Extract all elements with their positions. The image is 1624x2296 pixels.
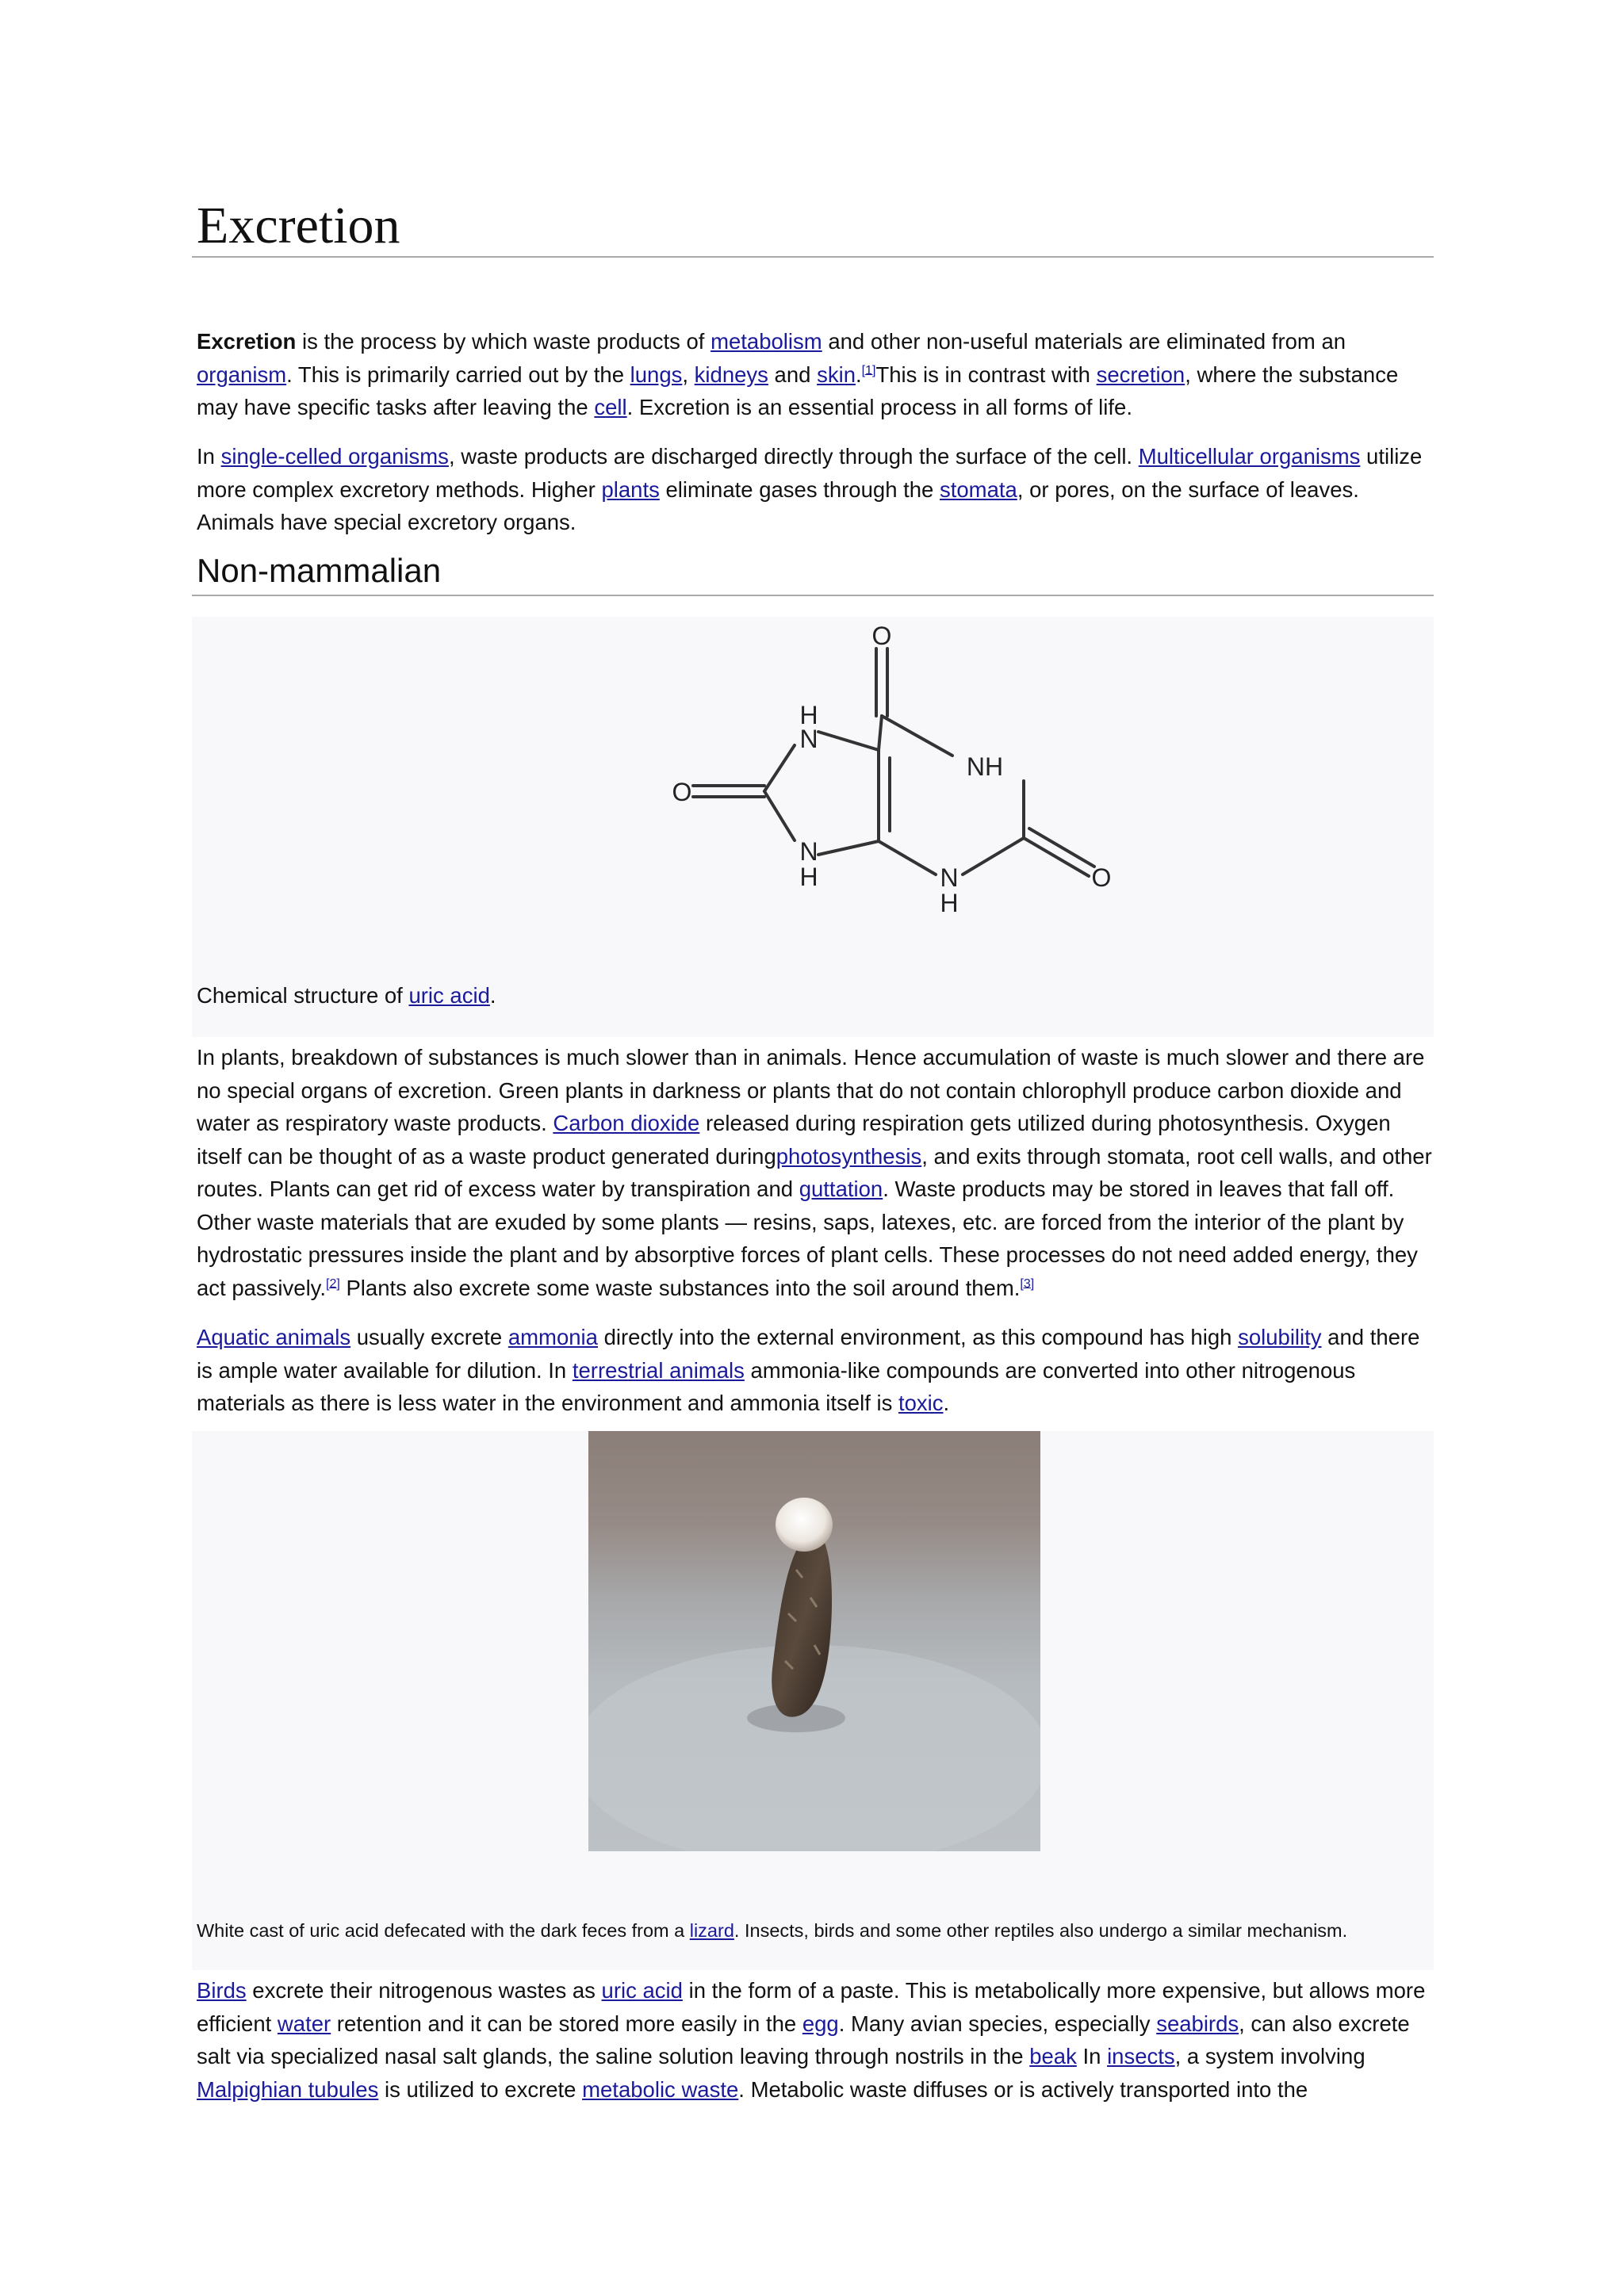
text: , a system involving <box>1174 2044 1365 2068</box>
text: ammonia-like compounds are converted into other nitrogenous materials as there is less water in the environment and ammonia itself is <box>197 1357 1356 1415</box>
text: White cast of uric acid defecated with the dark feces from a <box>197 1920 690 1941</box>
atom-n3: N <box>940 863 959 892</box>
link-metabolic-waste[interactable]: metabolic waste <box>582 2076 739 2102</box>
link-carbon-dioxide[interactable]: Carbon dioxide <box>553 1111 700 1135</box>
term-bold: Excretion <box>197 329 297 354</box>
text: utilize more complex excretory methods. Higher <box>197 444 1423 502</box>
text: . Many avian species, especially <box>838 2011 1157 2036</box>
bond-c6-n1 <box>882 716 952 756</box>
text: Chemical structure of <box>197 983 409 1008</box>
link-seabirds[interactable]: seabirds <box>1156 2011 1239 2036</box>
link-insects[interactable]: insects <box>1107 2044 1175 2068</box>
title-divider <box>192 256 1434 258</box>
text: , and exits through stomata, root cell walls, and other routes. Plants can get rid of excess water by transpiration and <box>197 1143 1432 1201</box>
text: , where the substance may have specific tasks after leaving the <box>197 362 1399 419</box>
figure-lizard-feces <box>192 1431 1434 1970</box>
text: in the form of a paste. This is metabolically more expensive, but allows more efficient <box>197 1978 1426 2036</box>
reference-2[interactable]: [2] <box>326 1276 340 1291</box>
bond-c2-n3 <box>963 838 1024 874</box>
figure-caption-uric-acid <box>197 980 1434 1012</box>
link-guttation[interactable]: guttation <box>799 1177 883 1201</box>
lizard-feces-photo <box>588 1431 1040 1851</box>
text: . Metabolic waste diffuses or is actively transported into the <box>738 2076 1308 2102</box>
link-ammonia[interactable]: ammonia <box>508 1325 598 1349</box>
paragraph-aquatic-animals <box>197 1321 1434 1420</box>
figure-caption-lizard <box>197 1915 1434 1946</box>
link-terrestrial-animals[interactable]: terrestrial animals <box>572 1357 745 1383</box>
text: This is in contrast with <box>875 362 1097 387</box>
text: , waste products are discharged directly through the surface of the cell. <box>448 444 1139 469</box>
text: In <box>1076 2044 1108 2068</box>
text: . <box>856 362 862 387</box>
text: . Excretion is an essential process in all forms of life. <box>626 395 1132 419</box>
link-single-celled-organisms[interactable]: single-celled organisms <box>220 444 449 469</box>
link-uric-acid-2[interactable]: uric acid <box>601 1978 683 2003</box>
link-uric-acid[interactable]: uric acid <box>408 983 490 1008</box>
link-photosynthesis[interactable]: photosynthesis <box>776 1143 922 1169</box>
text: is utilized to excrete <box>378 2076 583 2102</box>
text: In plants, breakdown of substances is much slower than in animals. Hence accumulation of waste is much slower and there are no special organs of excretion. Green plants in darkness or plants that do not contain chlorophyll produce carbon dioxide and water as respiratory waste products. <box>197 1045 1425 1135</box>
bond-c8-n9 <box>764 791 795 840</box>
text: released during respiration gets utilized during photosynthesis. Oxygen itself can be thought of as a waste product generated during <box>197 1111 1391 1169</box>
atom-o8: O <box>672 778 692 806</box>
bond-c5-c6 <box>879 716 882 750</box>
text: Plants also excrete some waste substances into the soil around them. <box>339 1275 1021 1300</box>
link-aquatic-animals[interactable]: Aquatic animals <box>197 1325 351 1349</box>
atom-n1h: NH <box>966 752 1004 781</box>
figure-uric-acid <box>192 617 1434 1037</box>
link-toxic[interactable]: toxic <box>898 1391 944 1415</box>
atom-h3: H <box>940 889 959 917</box>
text: , can also excrete salt via specialized nasal salt glands, the saline solution leaving through nostrils in the <box>197 2011 1410 2068</box>
link-skin[interactable]: skin <box>817 362 856 387</box>
atom-h9: H <box>799 863 818 891</box>
reference-3[interactable]: [3] <box>1020 1276 1035 1291</box>
photo-illustration <box>588 1431 1040 1851</box>
text: , or pores, on the surface of leaves. Animals have special excretory organs. <box>197 476 1359 534</box>
link-multicellular-organisms[interactable]: Multicellular organisms <box>1138 444 1361 469</box>
atom-n7: N <box>799 725 818 753</box>
page-title: Excretion <box>197 197 400 254</box>
atom-o6: O <box>871 622 892 650</box>
link-stomata[interactable]: stomata <box>940 476 1017 502</box>
text: . This is primarily carried out by the <box>286 362 630 387</box>
text: and there is ample water available for dilution. In <box>197 1325 1420 1383</box>
bond-c5-n7 <box>818 732 879 750</box>
text: and other non-useful materials are eliminated from an <box>822 329 1346 354</box>
atom-n9: N <box>799 837 818 866</box>
link-birds[interactable]: Birds <box>197 1978 247 2003</box>
bond-n3-c4 <box>879 841 936 874</box>
link-egg[interactable]: egg <box>802 2011 839 2036</box>
intro-paragraph-2 <box>197 440 1434 539</box>
text: . <box>943 1391 950 1415</box>
link-secretion[interactable]: secretion <box>1096 362 1185 387</box>
text: . Insects, birds and some other reptiles also undergo a similar mechanism. <box>733 1920 1348 1941</box>
text: usually excrete <box>350 1325 508 1349</box>
text: retention and it can be stored more easily in the <box>331 2011 802 2036</box>
text: . <box>489 983 496 1008</box>
text: excrete their nitrogenous wastes as <box>246 1978 602 2003</box>
text: directly into the external environment, as this compound has high <box>597 1325 1239 1349</box>
paragraph-plants <box>197 1041 1434 1304</box>
text: , <box>682 362 695 387</box>
text: and <box>768 362 818 387</box>
text: In <box>197 444 221 469</box>
intro-paragraph-1 <box>197 325 1434 424</box>
link-cell[interactable]: cell <box>594 395 627 419</box>
atom-o2: O <box>1091 863 1112 892</box>
link-water[interactable]: water <box>277 2011 331 2036</box>
atom-h7: H <box>799 701 818 729</box>
uric-acid-structure-diagram <box>192 617 1434 950</box>
bond-n7-c8 <box>764 745 795 791</box>
link-organism[interactable]: organism <box>197 362 287 387</box>
link-beak[interactable]: beak <box>1029 2044 1077 2068</box>
section-heading-non-mammalian: Non-mammalian <box>197 552 442 589</box>
link-lizard[interactable]: lizard <box>689 1920 734 1941</box>
bond-n9-c4 <box>818 841 879 855</box>
link-malpighian-tubules[interactable]: Malpighian tubules <box>197 2076 379 2102</box>
section-divider <box>192 595 1434 596</box>
paragraph-birds <box>197 1974 1434 2106</box>
link-kidneys[interactable]: kidneys <box>694 362 768 387</box>
text: eliminate gases through the <box>659 476 940 502</box>
link-metabolism[interactable]: metabolism <box>710 329 822 354</box>
link-lungs[interactable]: lungs <box>630 362 683 387</box>
text: is the process by which waste products of <box>296 329 711 354</box>
reference-1[interactable]: [1] <box>861 363 876 377</box>
link-solubility[interactable]: solubility <box>1238 1325 1322 1349</box>
text: . Waste products may be stored in leaves that fall off. Other waste materials that are exuded by some plants — resins, saps, latexes, etc. are forced from the interior of the plant by hydrostatic pressures inside the plant and by absorptive forces of plant cells. These processes do not need added energy, they act passively. <box>197 1177 1418 1300</box>
link-plants[interactable]: plants <box>601 476 660 502</box>
